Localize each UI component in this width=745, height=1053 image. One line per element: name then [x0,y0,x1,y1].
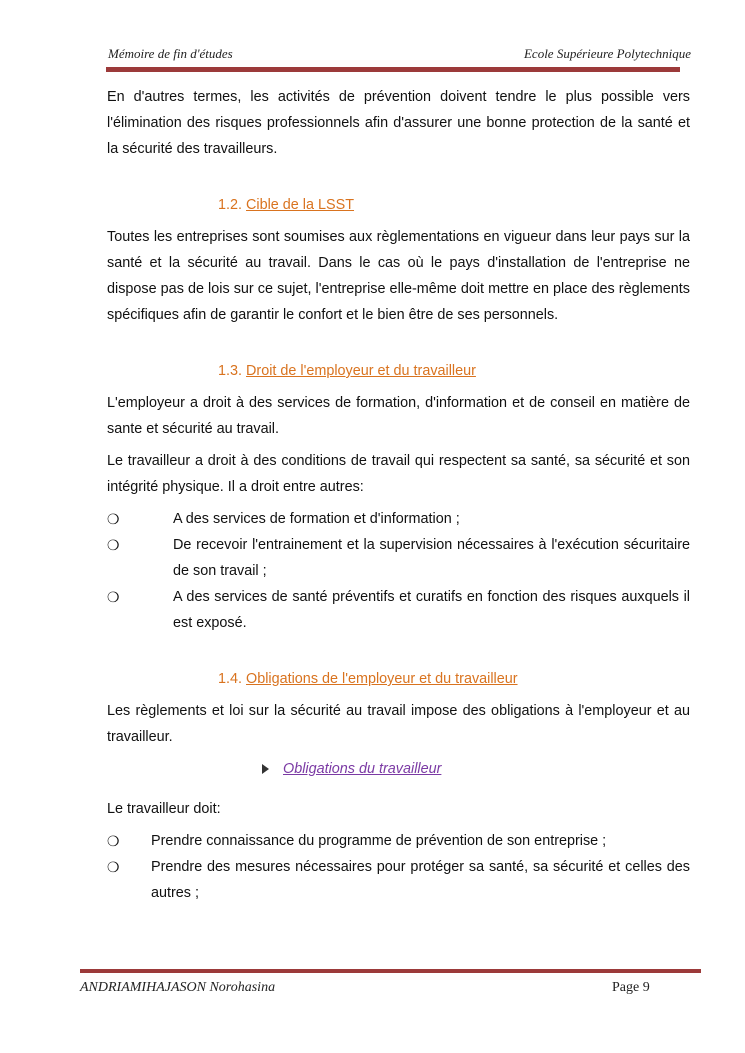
sub-heading-text: Obligations du travailleur [283,761,442,777]
circle-bullet-icon: ❍ [107,589,120,605]
section-number: 1.4. [218,671,243,687]
header-rule [106,67,680,72]
list-item-text: A des services de formation et d'information ; [173,511,460,527]
section-heading-1-3 [107,358,690,384]
paragraph: Toutes les entreprises sont soumises aux règlementations en vigueur dans leur pays sur la santé et la sécurité au travail. Dans le cas où le pays d'installation de l'entreprise ne dispose pas de lois sur ce sujet, l'entreprise elle-même doit mettre en place des règlements spécifiques afin de garantir le confort et le bien être de ses personnels. [107,229,690,323]
sub-heading [107,756,690,782]
list-item [107,584,690,636]
list-item [107,532,690,584]
section-heading-1-2 [107,192,690,218]
circle-bullet-icon: ❍ [107,511,120,527]
rights-list [107,506,690,636]
section-number: 1.2. [218,197,243,213]
section-title: Obligations de l'employeur et du travailleur [246,671,518,687]
header-school-name: Ecole Supérieure Polytechnique [523,46,691,61]
circle-bullet-icon: ❍ [107,833,120,849]
list-item [107,506,690,532]
paragraph: En d'autres termes, les activités de prévention doivent tendre le plus possible vers l'élimination des risques professionnels afin d'assurer une bonne protection de la santé et la sécurité des travailleurs. [107,89,690,157]
obligations-list [107,828,690,906]
footer-rule [80,969,701,973]
paragraph: Les règlements et loi sur la sécurité au travail impose des obligations à l'employeur et au travailleur. [107,703,690,745]
header-doc-title: Mémoire de fin d'études [108,46,233,61]
footer-page-number: Page 9 [612,980,650,995]
circle-bullet-icon: ❍ [107,859,120,875]
circle-bullet-icon: ❍ [107,537,120,553]
section-title: Droit de l'employeur et du travailleur [246,363,476,379]
list-item-text: De recevoir l'entrainement et la supervision nécessaires à l'exécution sécuritaire de son travail ; [173,537,690,579]
list-item [107,828,690,854]
list-item-text: Prendre connaissance du programme de prévention de son entreprise ; [151,833,607,849]
section-number: 1.3. [218,363,243,379]
paragraph: Le travailleur a droit à des conditions de travail qui respectent sa santé, sa sécurité et son intégrité physique. Il a droit entre autres: [107,453,690,495]
page-body [107,84,690,906]
arrow-bullet-icon [262,764,269,774]
section-heading-1-4 [107,666,690,692]
footer-author: ANDRIAMIHAJASON Norohasina [80,980,276,995]
list-item-text: A des services de santé préventifs et curatifs en fonction des risques auxquels il est exposé. [173,589,690,631]
list-item [107,854,690,906]
section-title: Cible de la LSST [246,197,355,213]
paragraph: L'employeur a droit à des services de formation, d'information et de conseil en matière de sante et sécurité au travail. [107,395,690,437]
list-item-text: Prendre des mesures nécessaires pour protéger sa santé, sa sécurité et celles des autres ; [151,859,690,901]
paragraph: Le travailleur doit: [107,801,221,817]
